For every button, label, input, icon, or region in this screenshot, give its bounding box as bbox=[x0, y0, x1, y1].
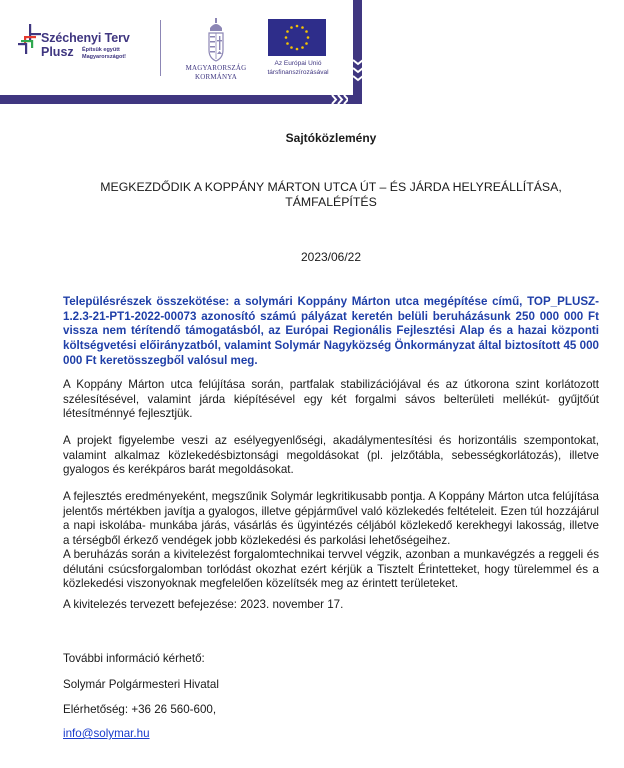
completion-date-paragraph: A kivitelezés tervezett befejezése: 2023. november 17. bbox=[63, 598, 344, 611]
header-logo-banner bbox=[0, 0, 624, 110]
eu-flag-icon bbox=[268, 19, 326, 56]
contact-intro: További információ kérhető: bbox=[63, 652, 205, 665]
szechenyi-title: Széchenyi Terv bbox=[41, 31, 130, 45]
paragraph-3: A fejlesztés eredményeként, megszűnik Solymár legkritikusabb pontja. A Koppány Márton utca felújítása jelentős mértékben javítja a gyalogos, illetve gépjárművel való közlekedés feltételeit. Ezen túl hozzájárul a napi iskolába- munkába járás, vásárlás és ügyintézés céljából közlekedő kerekhegyi lakosság, illetve a térségből érkező vendégek jobb közlekedési és parkolási lehetőségeihez. bbox=[63, 490, 599, 548]
paragraph-1: A Koppány Márton utca felújítása során, partfalak stabilizációjával és az útkorona szint korlátozott szélesítésével, valamint járda kiépítésével egy két forgalmi sávos belterületi mellékút- gyűjtőút létesítménnyé fejlesztjük. bbox=[63, 378, 599, 421]
eu-line-1: Az Európai Unió bbox=[274, 60, 322, 67]
slogan-line-2: Magyarországot! bbox=[82, 54, 127, 60]
contact-office: Solymár Polgármesteri Hivatal bbox=[63, 678, 219, 691]
chevrons-right-icon bbox=[330, 93, 348, 106]
szechenyi-slogan bbox=[82, 47, 126, 61]
frame-vertical-bar bbox=[353, 0, 362, 104]
headline bbox=[63, 180, 599, 210]
kormany-label bbox=[180, 64, 252, 82]
contact-email-link[interactable]: info@solymar.hu bbox=[63, 727, 150, 740]
document-kind: Sajtóközlemény bbox=[285, 131, 377, 145]
szechenyi-plusz: Plusz bbox=[41, 45, 74, 59]
eu-cofinanced-logo bbox=[258, 19, 338, 79]
hungarian-coat-of-arms-icon bbox=[207, 18, 225, 62]
eu-label bbox=[258, 60, 338, 77]
logo-divider bbox=[160, 20, 161, 76]
paragraph-4: A beruházás során a kivitelezést forgalomtechnikai tervvel végzik, azonban a munkavégzés a reggeli és délutáni csúcsforgalomban torlódást okozhat ezért kérjük a Tisztelt Érintetteket, hogy türelemmel és a közlekedési viszonyoknak megfelelően közelítsék meg az érintett területeket. bbox=[63, 548, 599, 591]
kormany-line-1: MAGYARORSZÁG bbox=[185, 64, 247, 72]
frame-horizontal-bar bbox=[0, 95, 362, 104]
contact-phone: Elérhetőség: +36 26 560-600, bbox=[63, 703, 217, 716]
headline-line-1: MEGKEZDŐDIK A KOPPÁNY MÁRTON UTCA ÚT – ÉS JÁRDA HELYREÁLLÍTÁSA, bbox=[100, 180, 562, 194]
paragraph-2: A projekt figyelembe veszi az esélyegyenlőségi, akadálymentesítési és horizontális szempontokat, valamint alkalmaz közlekedésbiztonsági megoldásokat (pl. jelzőtábla, sebességkorlátozás), illetve gyalogos és kerékpáros barát megoldásokat. bbox=[63, 434, 599, 477]
szechenyi-cross-icon bbox=[18, 24, 42, 54]
headline-line-2: TÁMFALÉPÍTÉS bbox=[285, 195, 377, 209]
lead-paragraph: Településrészek összekötése: a solymári Koppány Márton utca megépítése című, TOP_PLUSZ-1.2.3-21-PT1-2022-00073 azonosító számú pályázat keretén belüli beruházásunk 250 000 000 Ft vissza nem térítendő támogatásból, az Európai Regionális Fejlesztési Alap és a hazai központi költségvetési előirányzatból, valamint Solymár Nagyközség Önkormányzat által biztosított 45 000 000 Ft keretösszegből valósul meg. bbox=[63, 295, 599, 367]
magyarorszag-kormanya-logo bbox=[180, 14, 252, 80]
kormany-line-2: KORMÁNYA bbox=[194, 73, 238, 81]
slogan-line-1: Építsük együtt bbox=[82, 47, 120, 53]
chevrons-down-icon bbox=[352, 58, 364, 84]
eu-line-2: társfinanszírozásával bbox=[267, 68, 329, 76]
release-date: 2023/06/22 bbox=[300, 250, 362, 264]
